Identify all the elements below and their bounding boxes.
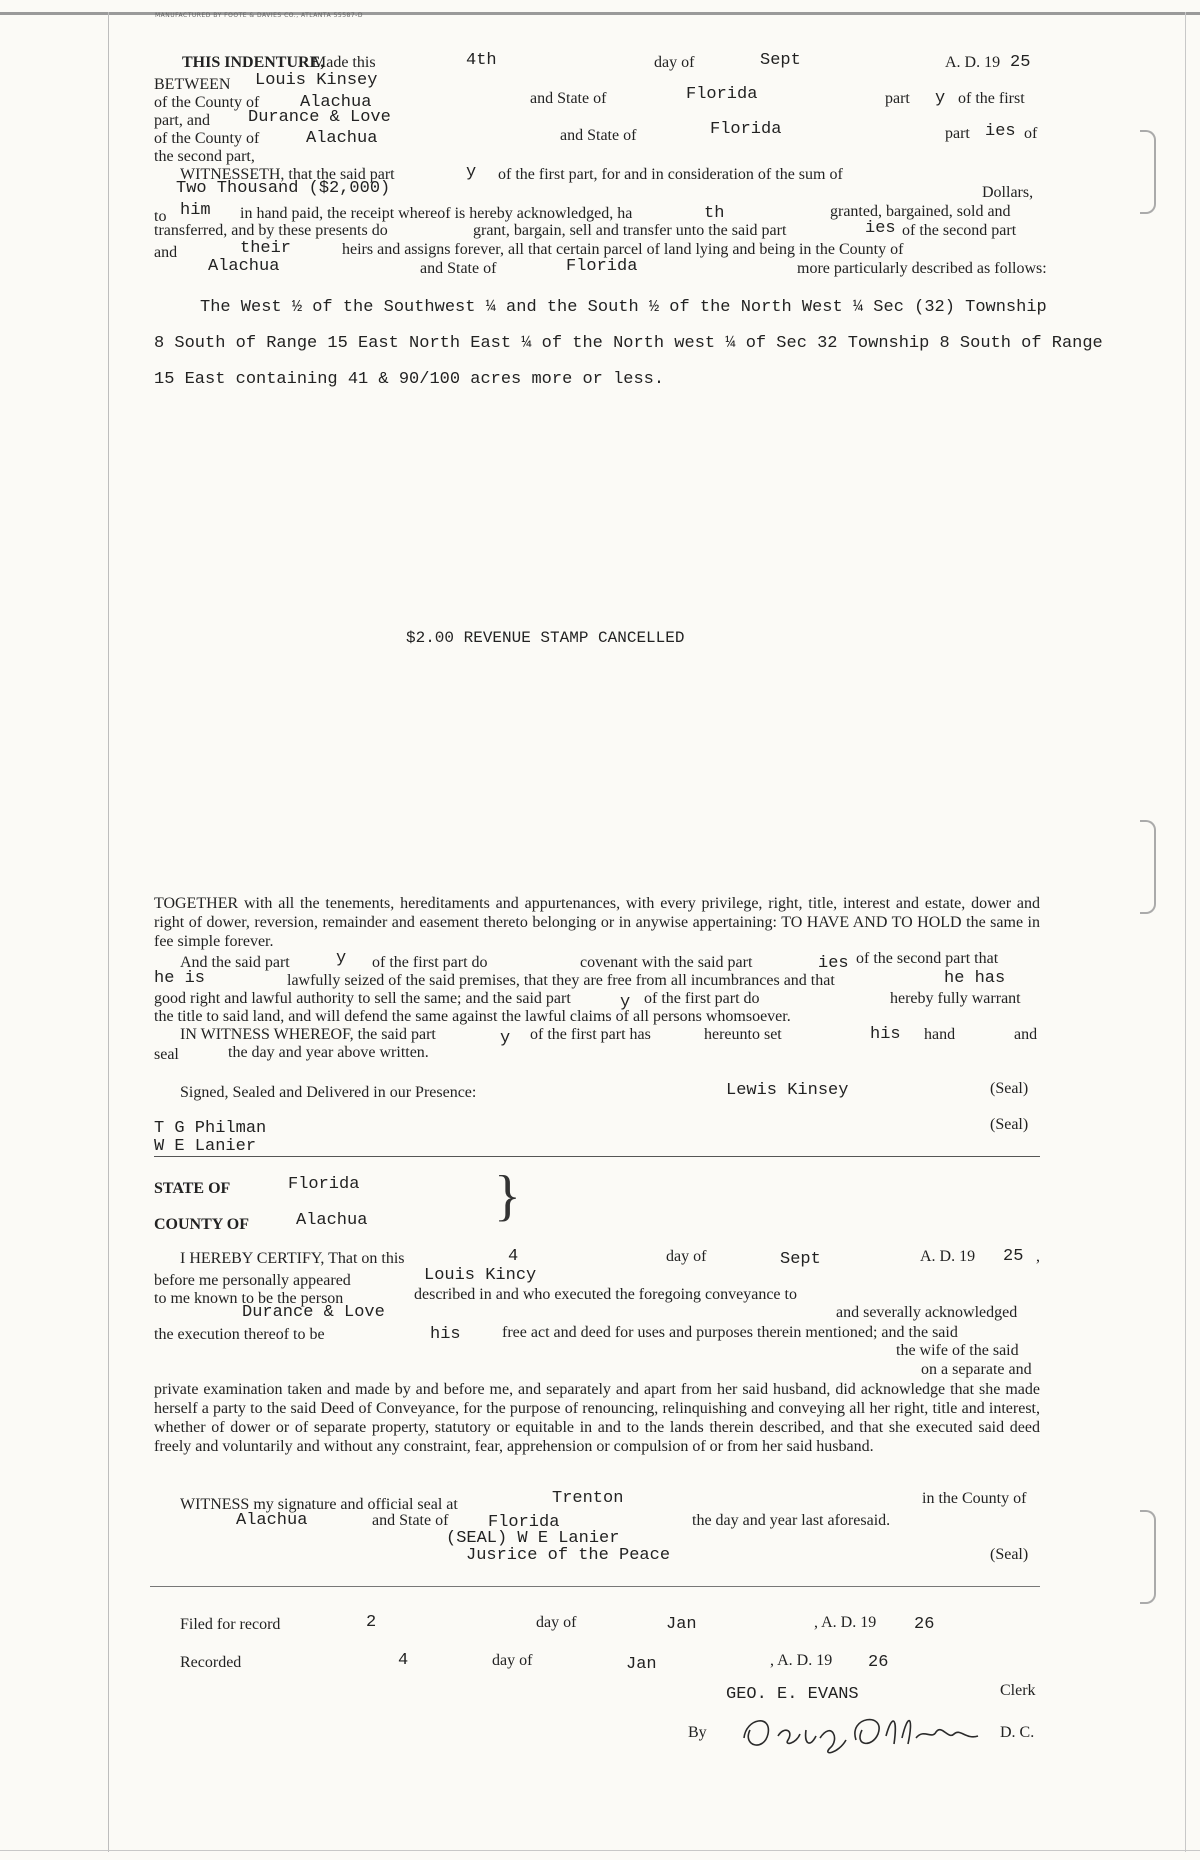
printer-imprint: MANUFACTURED BY FOOTE & DAVIES CO., ATLANTA 55587-D bbox=[155, 12, 363, 19]
recorded-month: Jan bbox=[626, 1655, 657, 1674]
deputy-clerk-signature bbox=[736, 1700, 986, 1760]
transferred-text: transferred, and by these presents do bbox=[154, 222, 388, 239]
county-label: COUNTY OF bbox=[154, 1216, 249, 1233]
made-this-label: Made this bbox=[312, 54, 376, 71]
filed-label: Filed for record bbox=[180, 1616, 281, 1633]
seal-1: (Seal) bbox=[990, 1080, 1029, 1097]
severally-text: and severally acknowledged bbox=[836, 1304, 1018, 1321]
of-tail: of bbox=[1024, 125, 1038, 142]
recorded-day: 4 bbox=[398, 1651, 409, 1670]
ack-day: 4 bbox=[508, 1247, 519, 1266]
part-label-2: part bbox=[945, 125, 970, 142]
free-act-text: free act and deed for uses and purposes therein mentioned; and the said bbox=[502, 1324, 958, 1341]
land-state: Florida bbox=[566, 257, 638, 276]
seal-label: seal bbox=[154, 1046, 179, 1063]
signed-sealed-label: Signed, Sealed and Delivered in our Presence: bbox=[180, 1084, 477, 1101]
grantee-county: Alachua bbox=[306, 129, 378, 148]
land-state-of-label: and State of bbox=[420, 260, 497, 277]
witness-2: W E Lanier bbox=[154, 1137, 257, 1156]
divider-signing bbox=[154, 1156, 1040, 1157]
ack-grantees: Durance & Love bbox=[242, 1303, 385, 1322]
witnesseth-suffix: y bbox=[466, 163, 477, 182]
grantor-county: Alachua bbox=[300, 93, 372, 112]
heirs-text: heirs and assigns forever, all that certain parcel of land lying and being in the County of bbox=[342, 241, 904, 258]
clerk-name: GEO. E. EVANS bbox=[726, 1685, 859, 1704]
first-tail: of the first bbox=[958, 90, 1025, 107]
second-part-label: the second part, bbox=[154, 148, 255, 165]
binder-mark-bottom bbox=[1140, 1510, 1156, 1604]
grantee-state: Florida bbox=[710, 120, 782, 139]
to-label: to bbox=[154, 208, 167, 225]
recorded-label: Recorded bbox=[180, 1654, 242, 1671]
part-and-label: part, and bbox=[154, 112, 210, 129]
between-label: BETWEEN bbox=[154, 76, 231, 93]
witnesseth-label: WITNESSETH, that the said part bbox=[180, 166, 395, 183]
county-of-label-2: of the County of bbox=[154, 130, 260, 147]
good-right-suffix: y bbox=[620, 993, 631, 1012]
wife-text: the wife of the said bbox=[896, 1342, 1019, 1359]
and-label: and bbox=[154, 244, 178, 261]
of-second-part-text: of the second part bbox=[902, 222, 1017, 239]
witness-sig-text: WITNESS my signature and official seal at bbox=[180, 1496, 458, 1513]
of-first-do-text: of the first part do bbox=[644, 990, 760, 1007]
deputy-clerk-label: D. C. bbox=[1000, 1724, 1035, 1741]
grantor-state: Florida bbox=[686, 85, 758, 104]
day-year-last-text: the day and year last aforesaid. bbox=[692, 1512, 891, 1529]
left-margin-line bbox=[108, 12, 109, 1852]
state-of-label-1: and State of bbox=[530, 90, 607, 107]
part-suffix-2: ies bbox=[985, 122, 1016, 141]
recorded-day-of: day of bbox=[492, 1652, 533, 1669]
description-line-1: The West ½ of the Southwest ¼ and the South ½ of the North West ¼ Sec (32) Township bbox=[200, 298, 1047, 317]
gb-suffix: ies bbox=[865, 219, 896, 238]
filed-day: 2 bbox=[366, 1613, 377, 1632]
in-county-text: in the County of bbox=[922, 1490, 1027, 1507]
known-text: to me known to be the person bbox=[154, 1290, 344, 1307]
and-label-2: and bbox=[1014, 1026, 1038, 1043]
filed-month: Jan bbox=[666, 1615, 697, 1634]
indenture-month: Sept bbox=[760, 51, 801, 70]
private-exam-paragraph: private examination taken and made by and before me, and separately and apart from her said husband, did acknowledge that she made herself a party to the said Deed of Conveyance, for the purpose of renouncing, relinquishing and conveying all her right, title and interest, whether of dower or of separate property, statutory or equitable in and to the lands therein described, and that she executed said deed freely and voluntarily and without any constraint, fear, apprehension or compulsion of or from her said husband. bbox=[154, 1381, 1040, 1455]
hereunto-set-text: hereunto set bbox=[704, 1026, 782, 1043]
ack-year: 25 bbox=[1003, 1247, 1024, 1266]
part-label-1: part bbox=[885, 90, 910, 107]
separate-text: on a separate and bbox=[921, 1361, 1032, 1378]
covenant-suffix-1: y bbox=[336, 949, 347, 968]
more-particularly-text: more particularly described as follows: bbox=[797, 260, 1047, 277]
venue-brace: } bbox=[494, 1165, 521, 1227]
together-paragraph: TOGETHER with all the tenements, hereditaments and appurtenances, with every privilege, right, title, interest and estate, dower and right of dower, reversion, remainder and easement thereto belonging or in anywise appertaining: TO HAVE AND TO HOLD the same in fee simple forever. bbox=[154, 895, 1040, 950]
ack-seal: (Seal) bbox=[990, 1546, 1029, 1563]
witness-whereof-label: IN WITNESS WHEREOF, the said part bbox=[180, 1026, 436, 1043]
indenture-title: THIS INDENTURE, bbox=[182, 54, 325, 71]
hand-paid-text: in hand paid, the receipt whereof is hereby acknowledged, ha bbox=[240, 205, 633, 222]
description-line-3: 15 East containing 41 & 90/100 acres more or less. bbox=[154, 370, 665, 389]
appeared-name: Louis Kincy bbox=[424, 1266, 537, 1285]
ack-state: Florida bbox=[288, 1175, 360, 1194]
covenant-label-2: of the first part do bbox=[372, 954, 488, 971]
heirs-value: their bbox=[240, 239, 292, 258]
dollars-label: Dollars, bbox=[982, 184, 1034, 201]
day-of-label: day of bbox=[654, 54, 695, 71]
right-margin-line bbox=[1185, 12, 1186, 1852]
covenant-label-4: of the second part that bbox=[856, 950, 999, 967]
ack-comma: , bbox=[1036, 1248, 1040, 1265]
indenture-year: 25 bbox=[1010, 53, 1031, 72]
covenant-label-3: covenant with the said part bbox=[580, 954, 753, 971]
binder-mark-top bbox=[1140, 130, 1156, 214]
ack-state-of-text: and State of bbox=[372, 1512, 449, 1529]
grantor-name: Louis Kinsey bbox=[255, 71, 378, 90]
consideration-sum: Two Thousand ($2,000) bbox=[176, 179, 391, 198]
state-label: STATE OF bbox=[154, 1180, 231, 1197]
before-me-text: before me personally appeared bbox=[154, 1272, 351, 1289]
witness-whereof-suffix: y bbox=[500, 1029, 511, 1048]
covenant-label-1: And the said part bbox=[180, 954, 290, 971]
description-line-2: 8 South of Range 15 East North East ¼ of the North west ¼ of Sec 32 Township 8 South of Range bbox=[154, 334, 1103, 353]
execution-text: the execution thereof to be bbox=[154, 1326, 325, 1343]
part-suffix-1: y bbox=[935, 89, 946, 108]
granted-text: granted, bargained, sold and bbox=[830, 203, 1011, 220]
county-of-label-1: of the County of bbox=[154, 94, 260, 111]
ack-his: his bbox=[430, 1325, 461, 1344]
by-label: By bbox=[688, 1724, 707, 1741]
lawfully-seized-text: lawfully seized of the said premises, that they are free from all incumbrances and that bbox=[287, 972, 835, 989]
consideration-text: of the first part, for and in consideration of the sum of bbox=[498, 166, 843, 183]
he-is: he is bbox=[154, 969, 206, 988]
ack-county-2: Alachua bbox=[236, 1511, 308, 1530]
described-text: described in and who executed the foregoing conveyance to bbox=[414, 1286, 797, 1303]
indenture-day: 4th bbox=[466, 51, 497, 70]
first-part-has-text: of the first part has bbox=[530, 1026, 651, 1043]
ack-county: Alachua bbox=[296, 1211, 368, 1230]
justice-title: Jusrice of the Peace bbox=[466, 1546, 671, 1565]
revenue-stamp-note: $2.00 REVENUE STAMP CANCELLED bbox=[406, 629, 685, 647]
state-of-label-2: and State of bbox=[560, 127, 637, 144]
recorded-year: 26 bbox=[868, 1653, 889, 1672]
to-value: him bbox=[180, 201, 211, 220]
grantor-signature: Lewis Kinsey bbox=[726, 1081, 849, 1100]
divider-recording bbox=[150, 1586, 1040, 1587]
ack-day-of-label: day of bbox=[666, 1248, 707, 1265]
binder-mark-middle bbox=[1140, 820, 1156, 914]
certify-label: I HEREBY CERTIFY, That on this bbox=[180, 1250, 405, 1267]
grant-bargain-text: grant, bargain, sell and transfer unto the said part bbox=[473, 222, 787, 239]
filed-year: 26 bbox=[914, 1615, 935, 1634]
title-defense-text: the title to said land, and will defend the same against the lawful claims of all persons whomsoever. bbox=[154, 1008, 791, 1025]
covenant-suffix-3: ies bbox=[818, 954, 849, 973]
ack-ad-label: A. D. 19 bbox=[920, 1248, 976, 1265]
filed-day-of: day of bbox=[536, 1614, 577, 1631]
hand-label: hand bbox=[924, 1026, 956, 1043]
hand-owner: his bbox=[870, 1025, 901, 1044]
seal-2: (Seal) bbox=[990, 1116, 1029, 1133]
grantee-name: Durance & Love bbox=[248, 108, 391, 127]
clerk-label: Clerk bbox=[1000, 1682, 1036, 1699]
ack-state-2: Florida bbox=[488, 1513, 560, 1532]
ack-place: Trenton bbox=[552, 1489, 624, 1508]
day-year-text: the day and year above written. bbox=[228, 1044, 429, 1061]
recorded-ad: , A. D. 19 bbox=[770, 1652, 833, 1669]
witness-1: T G Philman bbox=[154, 1119, 267, 1138]
ad-label: A. D. 19 bbox=[945, 54, 1001, 71]
filed-ad: , A. D. 19 bbox=[814, 1614, 877, 1631]
he-has: he has bbox=[944, 969, 1006, 988]
hereby-warrant-text: hereby fully warrant bbox=[890, 990, 1021, 1007]
ack-month: Sept bbox=[780, 1250, 821, 1269]
bottom-border bbox=[0, 1850, 1200, 1851]
land-county: Alachua bbox=[208, 257, 280, 276]
ha-suffix: th bbox=[704, 204, 725, 223]
official-seal-signature: (SEAL) W E Lanier bbox=[446, 1529, 620, 1548]
good-right-text: good right and lawful authority to sell the same; and the said part bbox=[154, 990, 571, 1007]
